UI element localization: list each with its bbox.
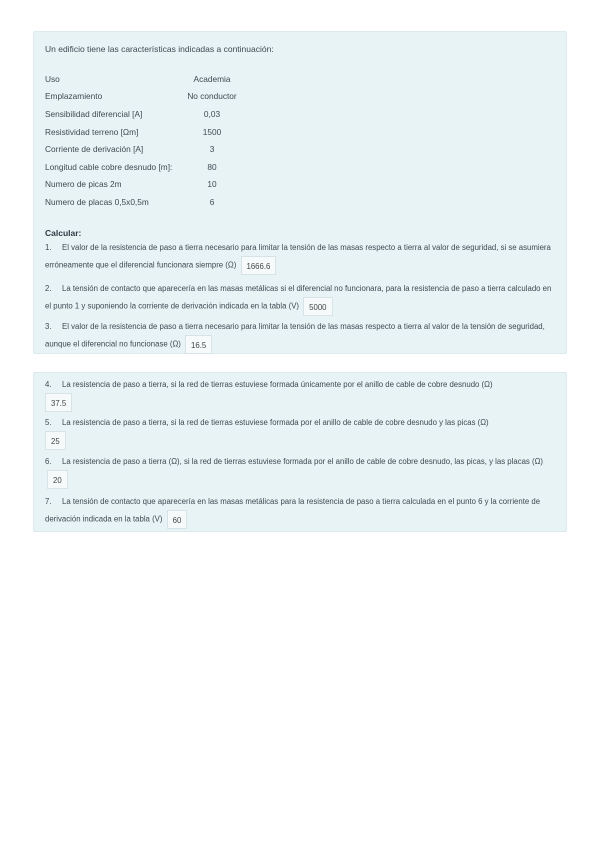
answer-field-4[interactable]: 37.5 (45, 393, 72, 412)
question-2 (45, 280, 557, 316)
question-number: 4. (45, 380, 52, 389)
property-label: Corriente de derivación [A] (45, 144, 144, 155)
question-6 (45, 453, 557, 489)
exercise-panel-2 (33, 372, 567, 532)
property-label: Longitud cable cobre desnudo [m]: (45, 161, 173, 172)
table-row (45, 158, 243, 176)
property-value: No conductor (187, 91, 237, 102)
answer-field-6[interactable]: 20 (47, 470, 68, 489)
property-value: 0,03 (203, 108, 221, 119)
table-row (45, 123, 243, 141)
property-value: 80 (207, 161, 217, 172)
property-label: Sensibilidad diferencial [A] (45, 108, 143, 119)
table-row (45, 88, 243, 106)
question-text: La resistencia de paso a tierra (Ω), si la red de tierras estuviese formada por el anillo de cable de cobre desnudo, las picas, y las placas (Ω) (62, 457, 544, 466)
question-text: La resistencia de paso a tierra, si la red de tierras estuviese formada por el anillo de cable de cobre desnudo y las picas (Ω) (62, 418, 489, 427)
table-row (45, 140, 243, 158)
question-4 (45, 376, 557, 412)
answer-field-3[interactable]: 16.5 (185, 335, 212, 354)
question-text: La tensión de contacto que aparecería en las masas metálicas para la resistencia de paso a tierra calculada en el punto 6 y la corriente de derivación indicada en la tabla (V) (45, 497, 541, 524)
property-value: 1500 (202, 126, 222, 137)
property-value: 6 (209, 196, 215, 207)
question-7 (45, 493, 557, 529)
intro-text: Un edificio tiene las características indicadas a continuación: (45, 44, 274, 54)
property-value: 10 (207, 179, 217, 190)
property-label: Numero de placas 0,5x0,5m (45, 196, 149, 207)
table-row (45, 105, 243, 123)
answer-field-1[interactable]: 1666.6 (241, 256, 277, 275)
answer-field-7[interactable]: 60 (167, 510, 188, 529)
property-value: Academia (193, 73, 231, 84)
properties-table (45, 70, 243, 211)
question-number: 3. (45, 322, 52, 331)
question-number: 5. (45, 418, 52, 427)
property-label: Resistividad terreno [Ωm] (45, 126, 139, 137)
exercise-panel-1 (33, 31, 567, 354)
question-number: 2. (45, 284, 52, 293)
answer-field-2[interactable]: 5000 (303, 297, 332, 316)
question-text: El valor de la resistencia de paso a tierra necesario para limitar la tensión de las masas respecto a tierra al valor de seguridad, si se asumiera erróneamente que el diferencial funcionara siempre (Ω) (45, 243, 551, 270)
table-row (45, 70, 243, 88)
question-number: 1. (45, 243, 52, 252)
property-label: Numero de picas 2m (45, 179, 122, 190)
question-text: La resistencia de paso a tierra, si la red de tierras estuviese formada únicamente por el anillo de cable de cobre desnudo (Ω) (62, 380, 493, 389)
answer-field-5[interactable]: 25 (45, 431, 66, 450)
question-5 (45, 414, 557, 450)
question-text: La tensión de contacto que aparecería en las masas metálicas si el diferencial no funcionara, para la resistencia de paso a tierra calculado en el punto 1 y suponiendo la corriente de derivación indicada en la tabla (V) (45, 284, 552, 311)
question-number: 7. (45, 497, 52, 506)
property-label: Emplazamiento (45, 91, 103, 102)
calculate-heading: Calcular: (45, 228, 82, 238)
table-row (45, 193, 243, 211)
property-label: Uso (45, 73, 60, 84)
property-value: 3 (209, 144, 215, 155)
question-number: 6. (45, 457, 52, 466)
question-1 (45, 239, 557, 275)
question-text: El valor de la resistencia de paso a tierra necesario para limitar la tensión de las masas respecto a tierra al valor de la tensión de seguridad, aunque el diferencial no funcionase (Ω) (45, 322, 545, 349)
table-row (45, 176, 243, 194)
question-3 (45, 318, 557, 354)
